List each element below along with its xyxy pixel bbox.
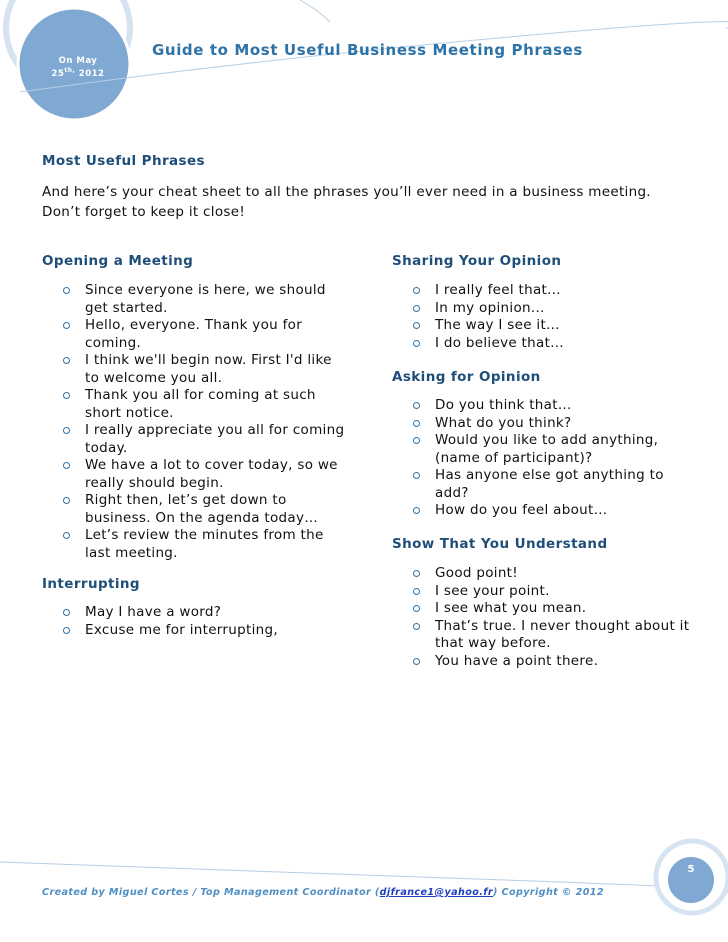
date-suffix: th, (64, 67, 76, 75)
phrase-text-line: That’s true. I never thought about it (435, 617, 690, 634)
intro-line-1: And here’s your cheat sheet to all the phrases you’ll ever need in a business meeting. (42, 184, 651, 200)
phrase-item (413, 618, 713, 653)
phrase-item (63, 352, 363, 387)
phrase-text-line: In my opinion... (435, 299, 545, 316)
date-line2 (38, 68, 118, 81)
phrase-text-line: coming. (85, 334, 142, 351)
phrase-text-line: Let’s review the minutes from the (85, 527, 324, 543)
document-title: Guide to Most Useful Business Meeting Phrases (152, 41, 583, 59)
circle-bullet-icon (63, 497, 70, 504)
circle-bullet-icon (63, 609, 70, 616)
phrase-text-line: I see your point. (435, 582, 550, 599)
intro-heading: Most Useful Phrases (42, 153, 205, 169)
footer-suffix: ) Copyright © 2012 (492, 887, 604, 898)
intro-paragraph (42, 182, 692, 222)
circle-bullet-icon (63, 462, 70, 469)
circle-bullet-icon (63, 287, 70, 294)
phrase-text-line: really should begin. (85, 474, 224, 491)
phrase-text-line: May I have a word? (85, 604, 222, 620)
phrase-text-line: today. (85, 439, 128, 456)
phrase-item (63, 282, 363, 317)
phrase-text-line: add? (435, 484, 469, 501)
phrase-text-line: last meeting. (85, 544, 178, 561)
understand-list (413, 565, 713, 670)
phrase-text-line: I think we'll begin now. First I'd like (85, 352, 332, 368)
phrase-item (63, 422, 363, 457)
phrase-text-line: short notice. (85, 404, 174, 421)
phrase-text-line: We have a lot to cover today, so we (85, 457, 338, 473)
phrase-item (413, 583, 713, 601)
phrase-text-line: I see what you mean. (435, 600, 587, 616)
circle-bullet-icon (413, 472, 420, 479)
phrase-item (63, 527, 363, 562)
phrase-item (63, 622, 363, 640)
opening-list (63, 282, 363, 562)
circle-bullet-icon (413, 305, 420, 312)
phrase-item (413, 502, 713, 520)
footer-credit (42, 887, 604, 898)
phrase-text-line: (name of participant)? (435, 449, 593, 466)
page-number: 5 (687, 864, 695, 875)
phrase-item (63, 492, 363, 527)
phrase-text-line: I really feel that... (435, 282, 561, 298)
phrase-item (413, 653, 713, 671)
circle-bullet-icon (63, 427, 70, 434)
circle-bullet-icon (413, 437, 420, 444)
interrupting-list (63, 604, 363, 639)
phrase-text-line: I do believe that… (435, 334, 564, 351)
phrase-text-line: How do you feel about… (435, 502, 608, 518)
phrase-item (413, 335, 713, 353)
phrase-text-line: Thank you all for coming at such (85, 387, 316, 403)
phrase-item (413, 565, 713, 583)
phrase-item (63, 604, 363, 622)
circle-bullet-icon (413, 402, 420, 409)
circle-bullet-icon (413, 322, 420, 329)
phrase-text-line: You have a point there. (435, 652, 599, 669)
phrase-item (413, 432, 713, 467)
understand-heading: Show That You Understand (392, 536, 608, 552)
circle-bullet-icon (63, 392, 70, 399)
circle-bullet-icon (63, 532, 70, 539)
date-line1: On May (58, 56, 98, 66)
date-day: 25 (51, 69, 65, 79)
circle-bullet-icon (413, 287, 420, 294)
circle-bullet-icon (63, 357, 70, 364)
phrase-text-line: to welcome you all. (85, 369, 223, 386)
footer-prefix: Created by Miguel Cortes / Top Management Coordinator ( (42, 887, 380, 898)
phrase-item (413, 300, 713, 318)
phrase-text-line: Since everyone is here, we should (85, 282, 326, 298)
phrase-text-line: What do you think? (435, 414, 572, 431)
phrase-text-line: Would you like to add anything, (435, 432, 659, 448)
phrase-item (413, 600, 713, 618)
phrase-item (413, 415, 713, 433)
header-curve-small (300, 0, 330, 22)
circle-bullet-icon (413, 605, 420, 612)
phrase-item (413, 282, 713, 300)
phrase-text-line: Do you think that... (435, 397, 572, 413)
phrase-text-line: I really appreciate you all for coming (85, 422, 345, 438)
date-year: 2012 (78, 69, 105, 79)
phrase-text-line: Right then, let’s get down to (85, 492, 287, 508)
phrase-text-line: Excuse me for interrupting, (85, 621, 278, 638)
circle-bullet-icon (63, 322, 70, 329)
circle-bullet-icon (413, 588, 420, 595)
phrase-text-line: Has anyone else got anything to (435, 467, 664, 483)
circle-bullet-icon (413, 507, 420, 514)
footer-email-link[interactable]: djfrance1@yahoo.fr (379, 887, 493, 898)
opening-heading: Opening a Meeting (42, 253, 194, 269)
asking-list (413, 397, 713, 520)
sharing-list (413, 282, 713, 352)
phrase-item (63, 317, 363, 352)
asking-heading: Asking for Opinion (392, 369, 541, 385)
phrase-item (413, 397, 713, 415)
circle-bullet-icon (63, 627, 70, 634)
phrase-text-line: The way I see it… (435, 317, 560, 333)
phrase-text-line: Hello, everyone. Thank you for (85, 317, 303, 333)
circle-bullet-icon (413, 420, 420, 427)
circle-bullet-icon (413, 340, 420, 347)
sharing-heading: Sharing Your Opinion (392, 253, 562, 269)
phrase-item (63, 387, 363, 422)
phrase-text-line: that way before. (435, 635, 551, 651)
phrase-text-line: get started. (85, 299, 168, 316)
phrase-text-line: business. On the agenda today… (85, 509, 319, 526)
circle-bullet-icon (413, 658, 420, 665)
date-badge (38, 55, 118, 81)
interrupting-heading: Interrupting (42, 576, 140, 592)
phrase-item (413, 467, 713, 502)
intro-line-2: Don’t forget to keep it close! (42, 204, 246, 220)
circle-bullet-icon (413, 623, 420, 630)
circle-bullet-icon (413, 570, 420, 577)
phrase-item (413, 317, 713, 335)
phrase-item (63, 457, 363, 492)
phrase-text-line: Good point! (435, 565, 518, 581)
